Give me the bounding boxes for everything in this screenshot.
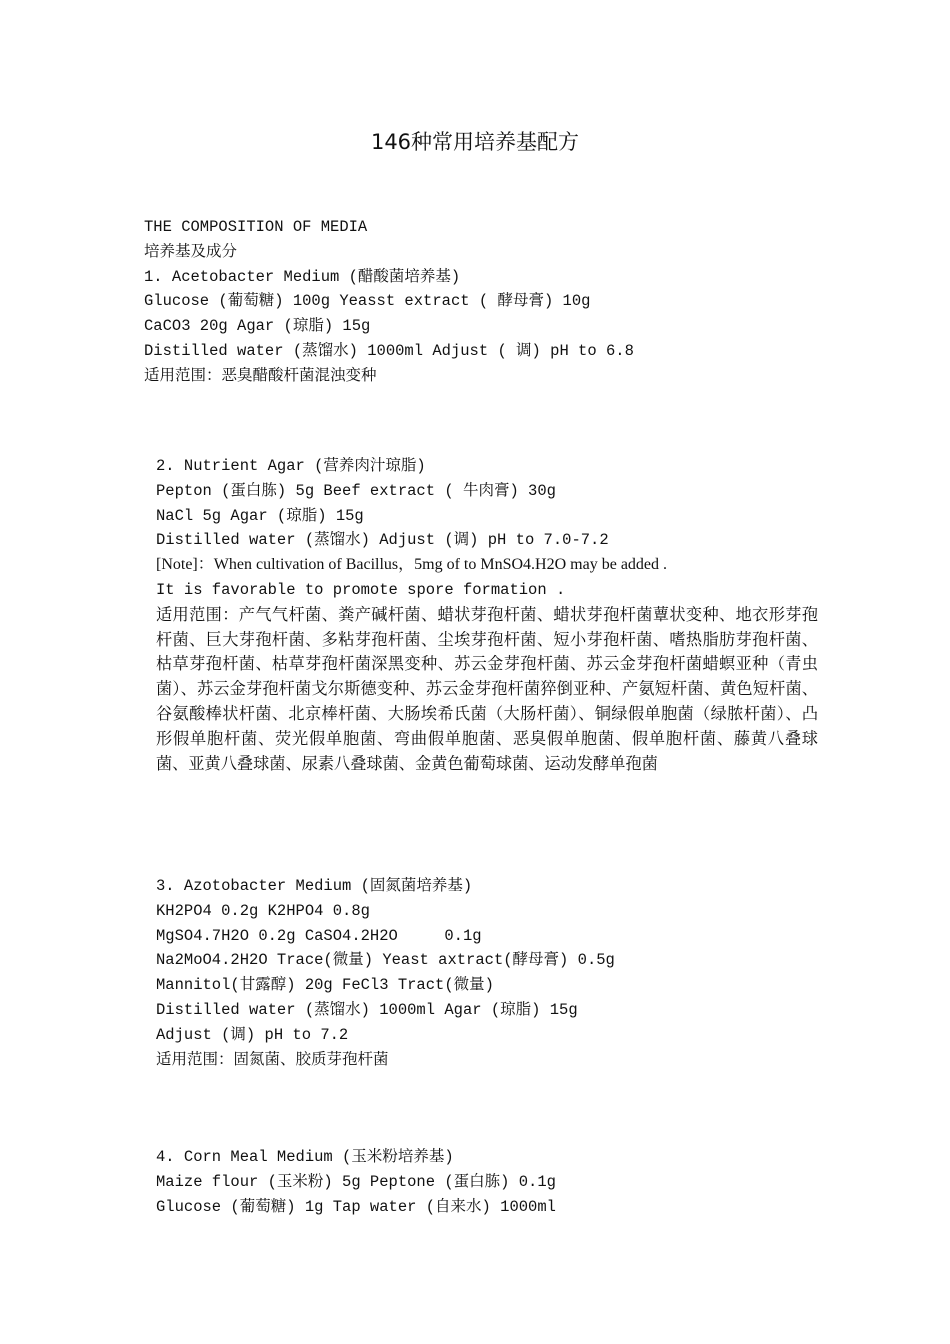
- section-4-line: Maize flour (玉米粉) 5g Peptone (蛋白胨) 0.1g: [156, 1172, 556, 1191]
- section-2-note: [Note]：When cultivation of Bacillus，5mg of to MnSO4.H2O may be added .: [156, 556, 668, 574]
- section-3-line: KH2PO4 0.2g K2HPO4 0.8g: [156, 901, 370, 920]
- page-title: 146种常用培养基配方: [370, 130, 580, 154]
- section-1-line: CaCO3 20g Agar (琼脂) 15g: [144, 317, 371, 336]
- section-3: [156, 874, 836, 1072]
- section-3-line: MgSO4.7H2O 0.2g CaSO4.2H2O 0.1g: [156, 926, 482, 945]
- section-4-line: Glucose (葡萄糖) 1g Tap water (自来水) 1000ml: [156, 1197, 556, 1216]
- section-1-usage: 适用范围：恶臭醋酸杆菌混浊变种: [144, 366, 377, 385]
- section-2-note-continued: It is favorable to promote spore formation .: [156, 580, 566, 599]
- intro-block: [144, 215, 824, 389]
- section-3-heading: 3. Azotobacter Medium (固氮菌培养基): [156, 877, 473, 895]
- section-3-line: Distilled water (蒸馏水) 1000ml Agar (琼脂) 15g: [156, 1000, 578, 1019]
- section-1-line: Glucose (葡萄糖) 100g Yeasst extract ( 酵母膏) 10g: [144, 292, 591, 311]
- section-4: [156, 1145, 836, 1219]
- section-3-line: Na2MoO4.2H2O Trace(微量) Yeast axtract(酵母膏) 0.5g: [156, 951, 615, 970]
- section-2-line: NaCl 5g Agar (琼脂) 15g: [156, 506, 364, 525]
- section-3-line: Mannitol(甘露醇) 20g FeCl3 Tract(微量): [156, 976, 494, 995]
- section-3-usage: 适用范围：固氮菌、胶质芽孢杆菌: [156, 1050, 389, 1069]
- section-2-line: Pepton (蛋白胨) 5g Beef extract ( 牛肉膏) 30g: [156, 481, 556, 500]
- section-1-line: Distilled water (蒸馏水) 1000ml Adjust ( 调) pH to 6.8: [144, 341, 634, 360]
- section-2-line: Distilled water (蒸馏水) Adjust (调) pH to 7.0-7.2: [156, 531, 609, 550]
- section-1-heading: 1. Acetobacter Medium (醋酸菌培养基): [144, 267, 461, 286]
- section-2: [156, 454, 836, 776]
- intro-heading: THE COMPOSITION OF MEDIA: [144, 218, 368, 236]
- intro-subheading: 培养基及成分: [144, 242, 238, 261]
- section-2-heading: 2. Nutrient Agar (营养肉汁琼脂): [156, 457, 426, 475]
- section-4-heading: 4. Corn Meal Medium (玉米粉培养基): [156, 1148, 454, 1166]
- section-3-line: Adjust (调) pH to 7.2: [156, 1025, 349, 1044]
- section-2-usage: 适用范围：产气气杆菌、粪产碱杆菌、蜡状芽孢杆菌、蜡状芽孢杆菌蕈状变种、地衣形芽孢杆菌、巨大芽孢杆菌、多粘芽孢杆菌、尘埃芽孢杆菌、短小芽孢杆菌、嗜热脂肪芽孢杆菌、枯草芽孢杆菌、枯草芽孢杆菌深黑变种、苏云金芽孢杆菌、苏云金芽孢杆菌蜡螟亚种（青虫菌）、苏云金芽孢杆菌戈尔斯德变种、苏云金芽孢杆菌猝倒亚种、产氨短杆菌、黄色短杆菌、谷氨酸棒状杆菌、北京棒杆菌、大肠埃希氏菌（大肠杆菌）、铜绿假单胞菌（绿脓杆菌）、凸形假单胞杆菌、荧光假单胞菌、弯曲假单胞菌、恶臭假单胞菌、假单胞杆菌、藤黄八叠球菌、亚黄八叠球菌、尿素八叠球菌、金黄色葡萄球菌、运动发酵单孢菌: [156, 604, 818, 773]
